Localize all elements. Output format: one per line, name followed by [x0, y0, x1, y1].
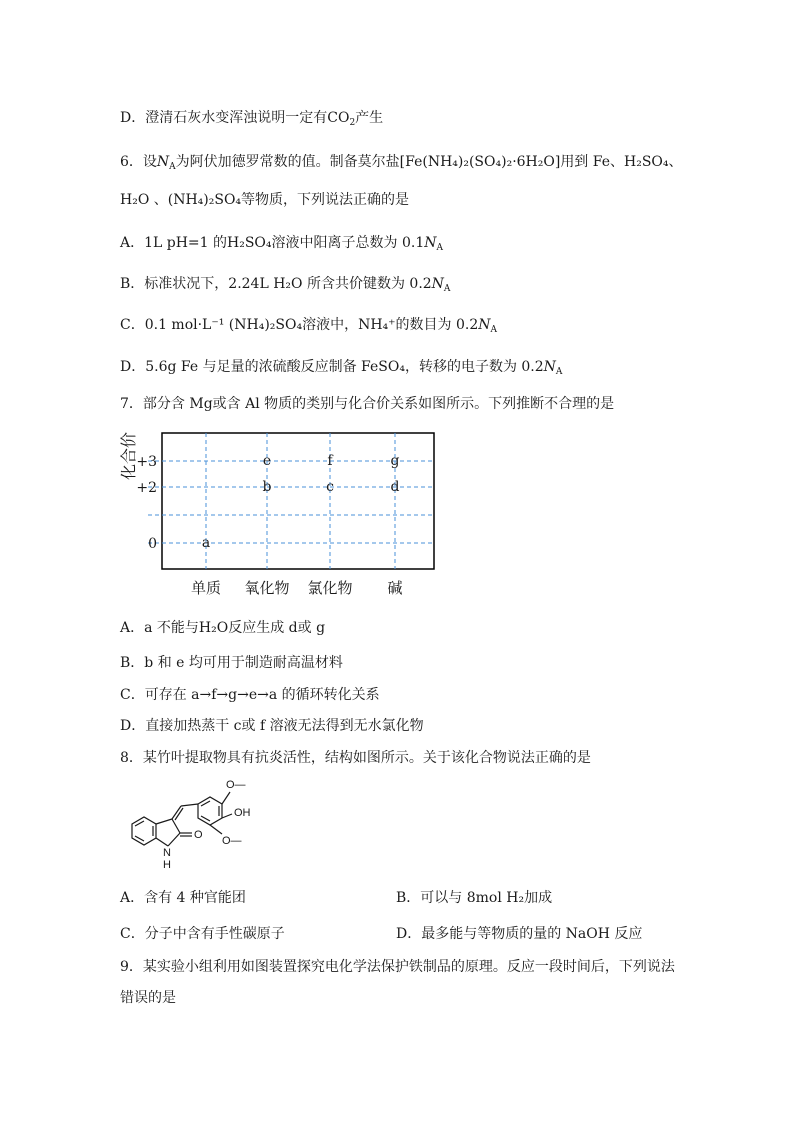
q8-option-a: A．含有 4 种官能团: [120, 890, 246, 906]
x-category-label: 氧化物: [244, 579, 290, 597]
q9-stem-line1: 9．某实验小组利用如图装置探究电化学法保护铁制品的原理。反应一段时间后，下列说法: [120, 959, 675, 975]
data-point-label: f: [327, 453, 333, 469]
q6-option-b: B．标准状况下，2.24L H₂O 所含共价键数为 $0.2N_A$: [120, 276, 451, 294]
q7-option-a: A．a 不能与H₂O反应生成 d或 g: [120, 620, 326, 636]
q7-option-b: B．b 和 e 均可用于制造耐高温材料: [120, 655, 343, 671]
q8-option-b: B．可以与 8mol H₂加成: [396, 890, 553, 906]
amine-h-label: H: [163, 859, 171, 871]
molecule-structure-svg: [118, 776, 288, 880]
q8-option-d: D．最多能与等物质的量的 NaOH 反应: [396, 926, 643, 942]
y-tick-label: 0: [148, 536, 157, 552]
valence-chart-svg: [118, 424, 448, 604]
x-category-label: 氯化物: [307, 579, 353, 597]
q7-stem: 7．部分含 Mg或含 Al 物质的类别与化合价关系如图所示。下列推断不合理的是: [120, 396, 615, 412]
valence-chart: [118, 424, 448, 604]
data-point-label: e: [262, 453, 272, 469]
q6-stem-line2: H₂O 、(NH₄)₂SO₄等物质，下列说法正确的是: [120, 192, 410, 208]
y-tick-label: +2: [136, 480, 157, 496]
amine-n-label: N: [163, 847, 171, 859]
carbonyl-oxygen-label: O: [194, 829, 203, 841]
q5-option-d: D．澄清石灰水变浑浊说明一定有$CO_2$产生: [120, 110, 384, 128]
q9-stem-line2: 错误的是: [120, 990, 176, 1006]
y-axis-label: 化合价: [119, 431, 138, 480]
q6-option-d: D．5.6g Fe 与足量的浓硫酸反应制备 FeSO₄，转移的电子数为 $0.2N_A$: [120, 359, 563, 377]
data-point-label: c: [326, 479, 334, 495]
q7-option-c: C．可存在 a→f→g→e→a 的循环转化关系: [120, 687, 380, 703]
methoxy-bottom-label: O—: [222, 835, 242, 847]
x-category-label: 碱: [387, 579, 403, 597]
q6-option-a: A．1L pH=1 的H₂SO₄溶液中阳离子总数为 $0.1N_A$: [120, 235, 443, 253]
molecule-structure: [118, 776, 288, 880]
data-point-label: d: [390, 479, 400, 495]
data-point-label: b: [262, 479, 272, 495]
data-point-label: g: [390, 453, 400, 469]
y-tick-label: +3: [136, 454, 157, 470]
data-point-label: a: [201, 535, 211, 551]
q7-option-d: D．直接加热蒸干 c或 f 溶液无法得到无水氯化物: [120, 718, 424, 734]
q8-option-c: C．分子中含有手性碳原子: [120, 926, 285, 942]
q6-option-c: C．0.1 mol·L⁻¹ (NH₄)₂SO₄溶液中，NH₄⁺的数目为 $0.2N_A$: [120, 317, 498, 335]
q8-stem: 8．某竹叶提取物具有抗炎活性，结构如图所示。关于该化合物说法正确的是: [120, 750, 591, 766]
q6-stem: 6．设$N_A$为阿伏加德罗常数的值。制备莫尔盐[Fe(NH₄)₂(SO₄)₂·6H₂O]用到 Fe、H₂SO₄、: [120, 154, 683, 172]
x-category-label: 单质: [190, 579, 222, 597]
hydroxyl-label: OH: [234, 807, 251, 819]
methoxy-top-label: O—: [226, 779, 246, 791]
